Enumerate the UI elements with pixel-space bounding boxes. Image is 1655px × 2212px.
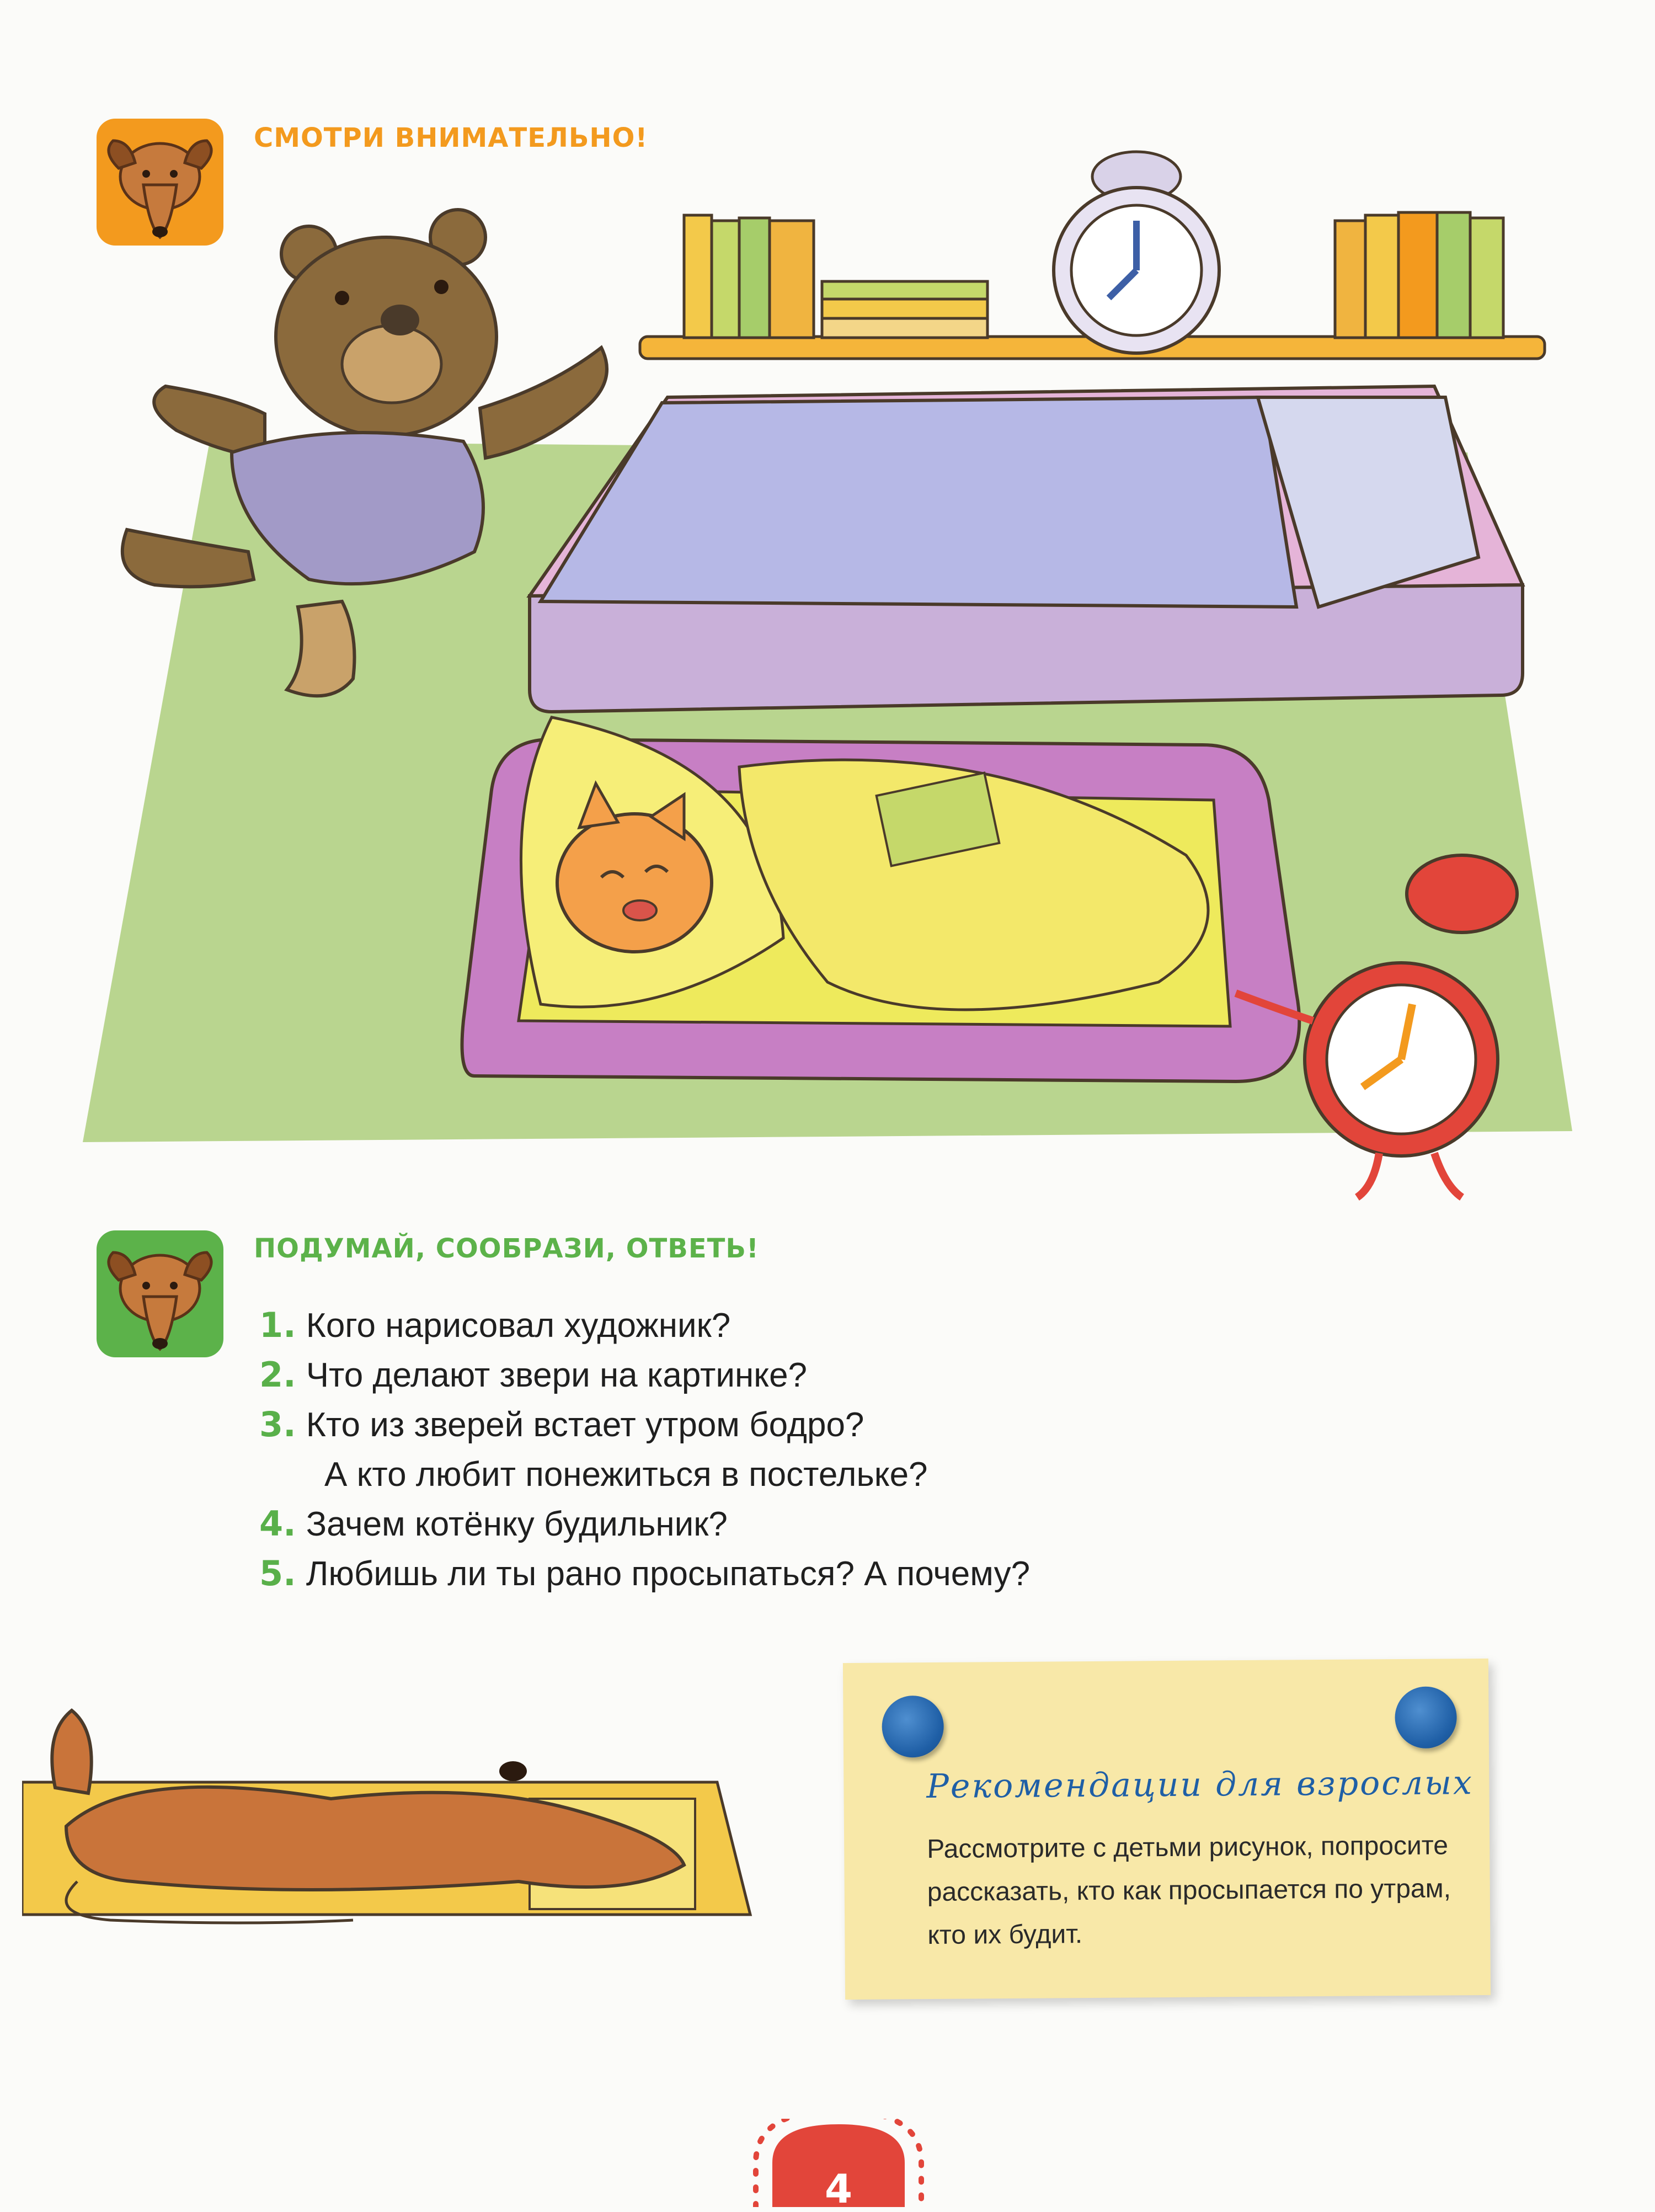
- question-number: 2.: [259, 1355, 296, 1395]
- question-text: Зачем котёнку будильник?: [306, 1505, 728, 1543]
- question-item: [259, 1404, 864, 1445]
- question-item: [259, 1305, 730, 1345]
- question-number: 5.: [259, 1553, 296, 1593]
- dog-head-icon: [97, 1230, 223, 1357]
- note-body: Рассмотрите с детьми рисунок, попросите рассказать, кто как просыпается по утрам, кто их будит.: [927, 1831, 1451, 1950]
- dog-icon: [22, 1699, 772, 1931]
- question-number: 1.: [259, 1305, 296, 1345]
- question-number: 3.: [259, 1404, 296, 1445]
- question-item: [314, 1454, 928, 1494]
- alarm-clock-icon: [1054, 152, 1219, 353]
- page-number: 4: [824, 2166, 853, 2212]
- question-text: Что делают звери на картинке?: [306, 1356, 808, 1394]
- note-title: Рекомендации для взрослых: [926, 1763, 1474, 1806]
- question-text: Любишь ли ты рано просыпаться? А почему?: [306, 1555, 1031, 1593]
- pin-icon: [1395, 1686, 1457, 1749]
- question-number: 4.: [259, 1504, 296, 1544]
- recommendations-note: [843, 1659, 1491, 2000]
- bed-icon: [530, 386, 1523, 712]
- question-text: Кого нарисовал художник?: [306, 1307, 731, 1345]
- question-item: [259, 1355, 807, 1395]
- question-item: [259, 1504, 728, 1544]
- question-text: А кто любит понежиться в постельке?: [324, 1456, 928, 1494]
- section-title-think: ПОДУМАЙ, СООБРАЗИ, ОТВЕТЬ!: [254, 1233, 759, 1264]
- question-text: Кто из зверей встает утром бодро?: [306, 1406, 864, 1444]
- question-item: [259, 1553, 1030, 1593]
- section-title-look: СМОТРИ ВНИМАТЕЛЬНО!: [254, 122, 648, 153]
- pin-icon: [882, 1696, 944, 1758]
